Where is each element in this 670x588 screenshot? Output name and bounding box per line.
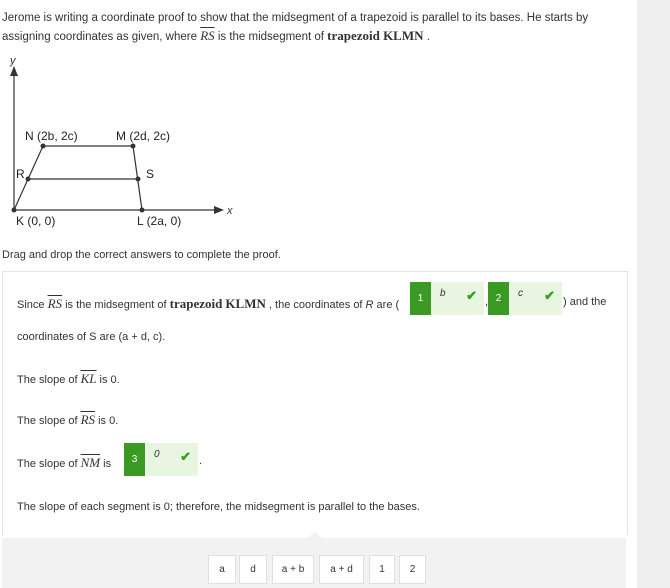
prompt-text-1: Jerome is writing a coordinate proof to show that the midsegment of a trapezoid is parallel to its bases. He starts by assigning coordinates as given, where bbox=[2, 12, 589, 43]
bank-notch bbox=[308, 531, 322, 538]
proof-line-5 bbox=[17, 455, 111, 471]
proof-panel bbox=[2, 271, 628, 535]
slot-number: 3 bbox=[124, 443, 145, 476]
answer-tile-a-plus-d[interactable]: a + d bbox=[319, 555, 364, 584]
label-m: M (2d, 2c) bbox=[116, 129, 171, 143]
checkmark-icon: ✔ bbox=[544, 288, 555, 303]
right-gutter bbox=[637, 0, 670, 588]
segment-nm: $\overline{NM}$ bbox=[80, 455, 101, 470]
question-prompt bbox=[2, 10, 627, 46]
proof-text: is 0. bbox=[95, 415, 119, 427]
proof-text: The slope of bbox=[17, 458, 81, 470]
label-r: R bbox=[16, 167, 25, 181]
x-axis-label: x bbox=[227, 205, 233, 217]
label-s: S bbox=[146, 167, 155, 181]
segment-kl: $\overline{KL}$ bbox=[80, 371, 97, 386]
proof-line-1-end: ) and the bbox=[563, 296, 607, 308]
y-axis-arrow-icon bbox=[10, 66, 18, 76]
prompt-text-2: is the midsegment of bbox=[214, 31, 328, 43]
answer-tile-a-plus-b[interactable]: a + b bbox=[272, 555, 314, 584]
label-k: K (0, 0) bbox=[16, 214, 56, 228]
point-m bbox=[131, 144, 136, 149]
point-k bbox=[12, 208, 17, 213]
slot-number: 1 bbox=[410, 282, 431, 315]
trapezoid-graph bbox=[0, 52, 260, 242]
prompt-text-3: . bbox=[423, 31, 430, 43]
label-n: N (2b, 2c) bbox=[25, 129, 78, 143]
answer-tile-a[interactable]: a bbox=[208, 555, 236, 584]
proof-text: is bbox=[103, 458, 112, 470]
proof-line-4 bbox=[17, 412, 118, 428]
slot-separator: , bbox=[485, 296, 489, 308]
proof-text: The slope of bbox=[17, 415, 81, 427]
proof-text: is the midsegment of bbox=[62, 299, 170, 311]
proof-line-2: coordinates of S are (a + d, c). bbox=[17, 331, 166, 343]
proof-text: , the coordinates of bbox=[265, 299, 366, 311]
checkmark-icon: ✔ bbox=[466, 288, 477, 303]
x-axis-arrow-icon bbox=[214, 206, 224, 214]
slot-number: 2 bbox=[488, 282, 509, 315]
segment-rs: $\overline{RS}$ bbox=[47, 296, 63, 311]
slot-answer bbox=[145, 443, 198, 476]
proof-text: The slope of bbox=[17, 374, 81, 386]
segment-rs: $\overline{RS}$ bbox=[200, 28, 215, 43]
answer-tile-d[interactable]: d bbox=[239, 555, 267, 584]
slot-answer bbox=[509, 282, 562, 315]
proof-line-6: The slope of each segment is 0; therefore, the midsegment is parallel to the bases. bbox=[17, 501, 420, 513]
point-n bbox=[41, 144, 46, 149]
point-l bbox=[140, 208, 145, 213]
checkmark-icon: ✔ bbox=[180, 449, 191, 464]
y-axis-label: y bbox=[10, 55, 16, 67]
segment-rs: $\overline{RS}$ bbox=[80, 412, 96, 427]
trapezoid-word: trapezoid bbox=[169, 296, 223, 311]
answer-tile-2[interactable]: 2 bbox=[399, 555, 426, 584]
slot-value: b bbox=[440, 288, 446, 299]
slot-answer bbox=[431, 282, 484, 315]
answer-tile-1[interactable]: 1 bbox=[369, 555, 395, 584]
proof-line-3 bbox=[17, 371, 120, 387]
point-s bbox=[136, 177, 141, 182]
trapezoid-word: trapezoid bbox=[327, 28, 380, 43]
proof-line-5-end: . bbox=[199, 455, 203, 467]
point-r bbox=[26, 177, 31, 182]
answer-slot-2[interactable] bbox=[488, 282, 562, 315]
point-r-ref: R bbox=[365, 299, 374, 311]
proof-text: is 0. bbox=[96, 374, 120, 386]
proof-text: are ( bbox=[373, 299, 400, 311]
trapezoid-name: KLMN bbox=[225, 296, 266, 311]
proof-text: Since bbox=[17, 299, 48, 311]
drag-drop-instructions: Drag and drop the correct answers to complete the proof. bbox=[2, 249, 281, 261]
answer-bank bbox=[2, 538, 626, 588]
proof-line-1 bbox=[17, 296, 399, 312]
slot-value: 0 bbox=[154, 449, 160, 460]
answer-slot-3[interactable] bbox=[124, 443, 198, 476]
answer-slot-1[interactable] bbox=[410, 282, 484, 315]
slot-value: c bbox=[518, 288, 523, 299]
trapezoid-name: KLMN bbox=[383, 28, 424, 43]
label-l: L (2a, 0) bbox=[137, 214, 182, 228]
